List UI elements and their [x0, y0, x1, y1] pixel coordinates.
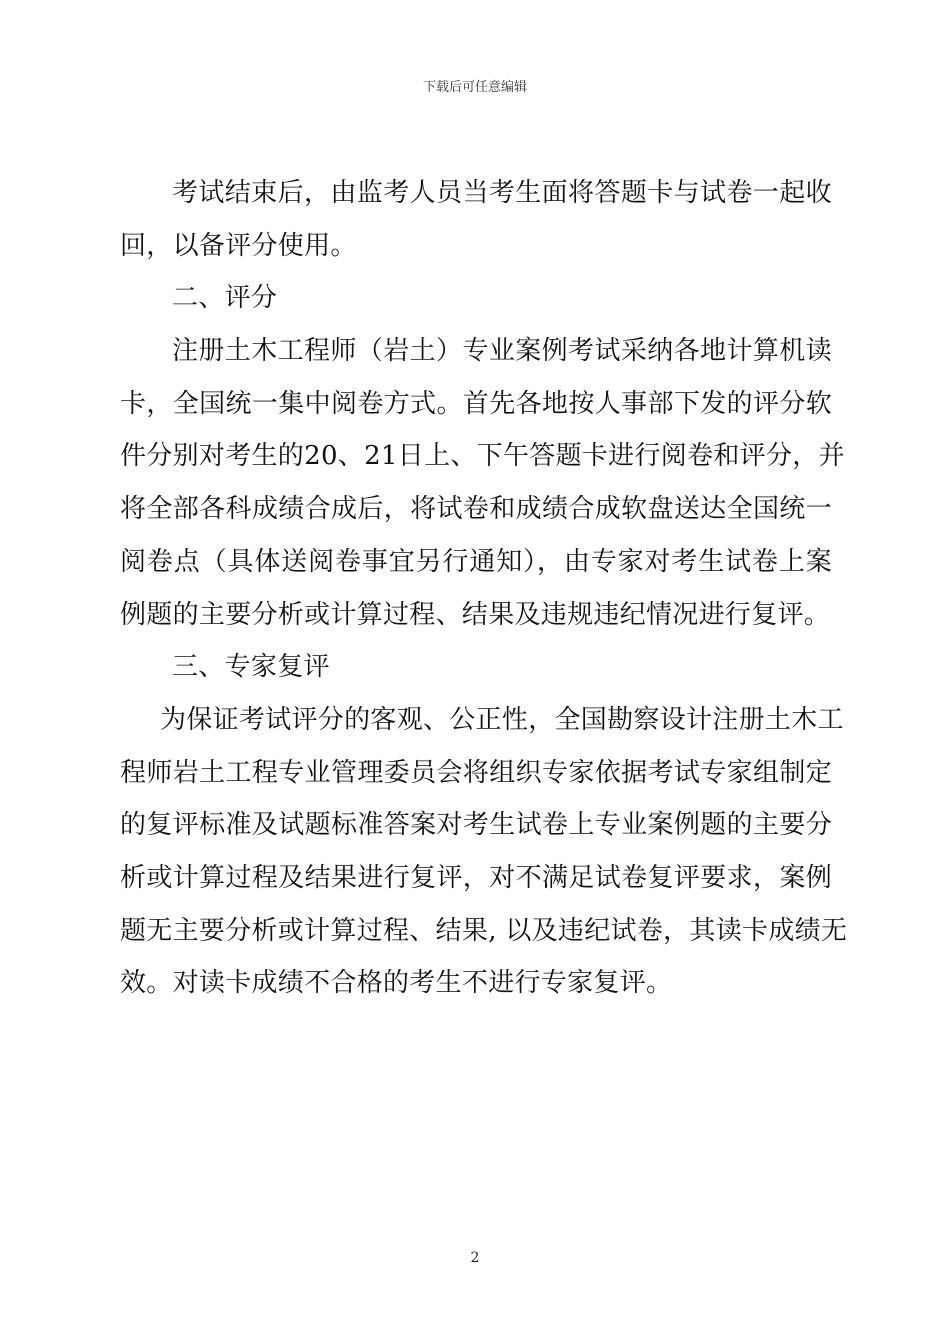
page-number: 2: [470, 1250, 480, 1266]
paragraph-line: 回，以备评分使用。: [120, 230, 357, 261]
paragraph-line: 效。对读卡成绩不合格的考生不进行专家复评。: [120, 968, 673, 999]
paragraph-line: 将全部各科成绩合成后，将试卷和成绩合成软盘送达全国统一: [120, 494, 832, 525]
paragraph-line: 例题的主要分析或计算过程、结果及违规违纪情况进行复评。: [120, 599, 831, 630]
paragraph-line: 程师岩土工程专业管理委员会将组织专家依据考试专家组制定: [120, 757, 832, 788]
page-header: 下载后可任意编辑: [422, 80, 527, 95]
paragraph-line: 为保证考试评分的客观、公正性，全国勘察设计注册土木工: [160, 704, 844, 735]
paragraph-line: 题无主要分析或计算过程、结果, 以及违纪试卷，其读卡成绩无: [120, 915, 848, 946]
paragraph-line: 考试结束后，由监考人员当考生面将答题卡与试卷一起收: [172, 178, 832, 208]
paragraph-line: 阅卷点（具体送阅卷事宜另行通知），由专家对考生试卷上案: [120, 546, 832, 577]
paragraph-line: 件分别对考生的20、21日上、下午答题卡进行阅卷和评分，并: [120, 441, 845, 472]
paragraph-line: 卡，全国统一集中阅卷方式。首先各地按人事部下发的评分软: [120, 388, 832, 419]
section-heading: 三、专家复评: [172, 652, 330, 683]
section-heading: 二、评分: [172, 283, 278, 314]
document-body: [120, 167, 848, 1010]
paragraph-line: 析或计算过程及结果进行复评，对不满足试卷复评要求，案例: [120, 862, 832, 893]
paragraph-line: 的复评标准及试题标准答案对考生试卷上专业案例题的主要分: [120, 810, 832, 841]
paragraph-line: 注册土木工程师（岩土）专业案例考试采纳各地计算机读: [172, 336, 832, 367]
